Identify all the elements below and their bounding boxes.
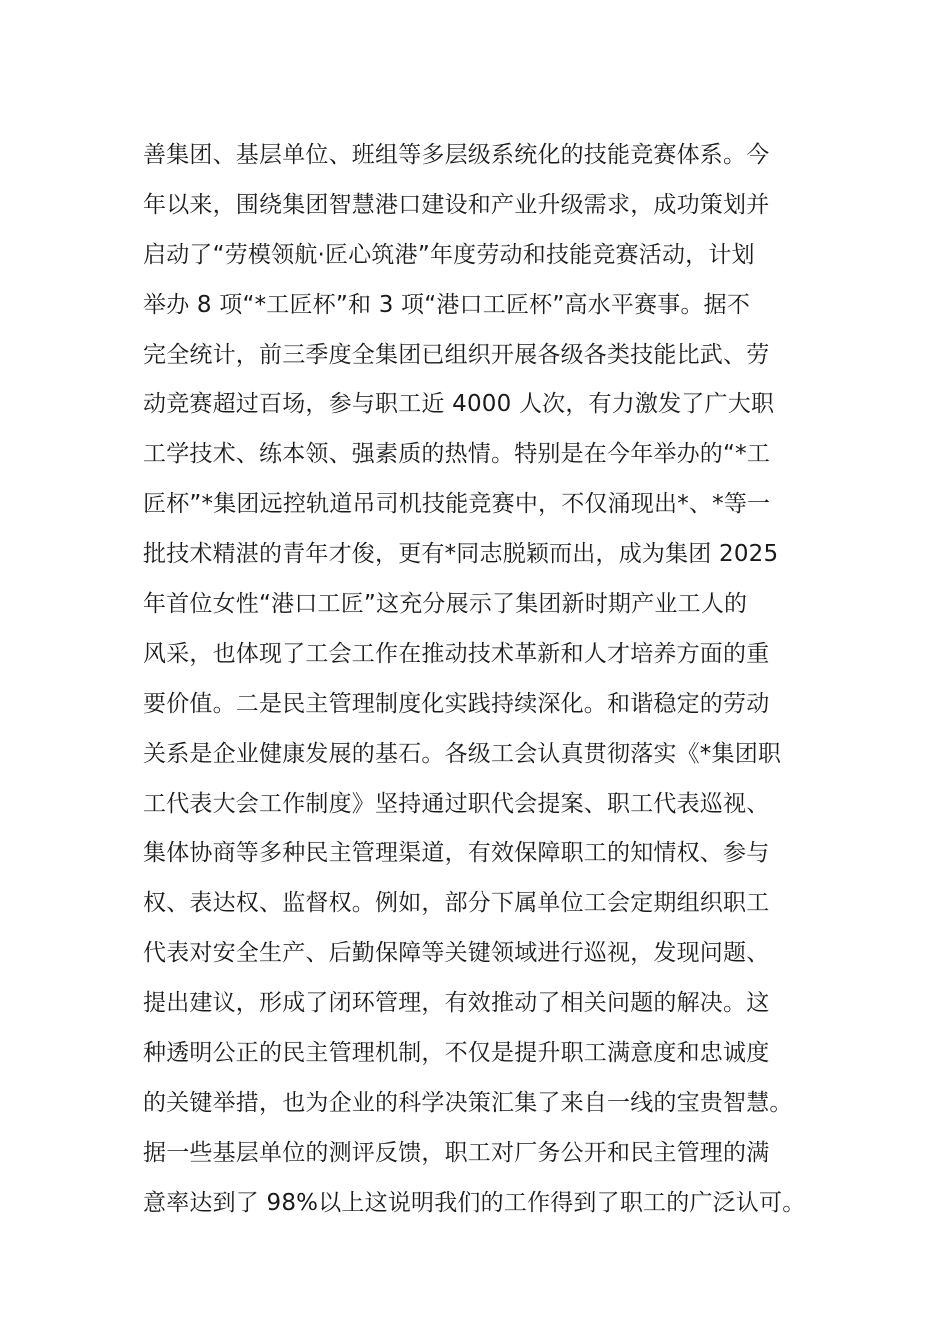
- text-line: 工学技术、练本领、强素质的热情。特别是在今年举办的“*工: [143, 441, 771, 468]
- text-line: 善集团、基层单位、班组等多层级系统化的技能竞赛体系。今: [143, 142, 770, 168]
- text-line: 匠杯”*集团远控轨道吊司机技能竞赛中，不仅涌现出*、*等一: [143, 491, 771, 518]
- text-line: 要价值。二是民主管理制度化实践持续深化。和谐稳定的劳动: [143, 690, 770, 717]
- text-line: 的关键举措，也为企业的科学决策汇集了来自一线的宝贵智慧。: [143, 1089, 793, 1116]
- text-line: 完全统计，前三季度全集团已组织开展各级各类技能比武、劳: [143, 341, 770, 368]
- text-line: 关系是企业健康发展的基石。各级工会认真贯彻落实《*集团职: [143, 740, 782, 767]
- text-line: 年首位女性“港口工匠”这充分展示了集团新时期产业工人的: [143, 591, 748, 618]
- text-line: 集体协商等多种民主管理渠道，有效保障职工的知情权、参与: [143, 840, 770, 867]
- text-line: 据一些基层单位的测评反馈，职工对厂务公开和民主管理的满: [143, 1139, 770, 1166]
- text-line: 意率达到了 98%以上这说明我们的工作得到了职工的广泛认可。: [143, 1189, 806, 1216]
- text-line: 年以来，围绕集团智慧港口建设和产业升级需求，成功策划并: [143, 191, 770, 218]
- text-line: 代表对安全生产、后勤保障等关键领域进行巡视，发现问题、: [143, 940, 770, 967]
- text-line: 批技术精湛的青年才俊，更有*同志脱颖而出，成为集团 2025: [143, 541, 779, 568]
- text-line: 种透明公正的民主管理机制，不仅是提升职工满意度和忠诚度: [143, 1040, 770, 1067]
- text-line: 工代表大会工作制度》坚持通过职代会提案、职工代表巡视、: [143, 790, 770, 817]
- text-line: 启动了“劳模领航·匠心筑港”年度劳动和技能竞赛活动，计划: [143, 241, 755, 268]
- text-line: 风采，也体现了工会工作在推动技术革新和人才培养方面的重: [143, 640, 770, 667]
- body-text: [143, 131, 843, 1229]
- text-line: 举办 8 项“*工匠杯”和 3 项“港口工匠杯”高水平赛事。据不: [143, 291, 751, 318]
- text-line: 提出建议，形成了闭环管理，有效推动了相关问题的解决。这: [143, 990, 770, 1017]
- text-line: 动竞赛超过百场，参与职工近 4000 人次，有力激发了广大职: [143, 391, 775, 418]
- text-line: 权、表达权、监督权。例如，部分下属单位工会定期组织职工: [143, 890, 770, 917]
